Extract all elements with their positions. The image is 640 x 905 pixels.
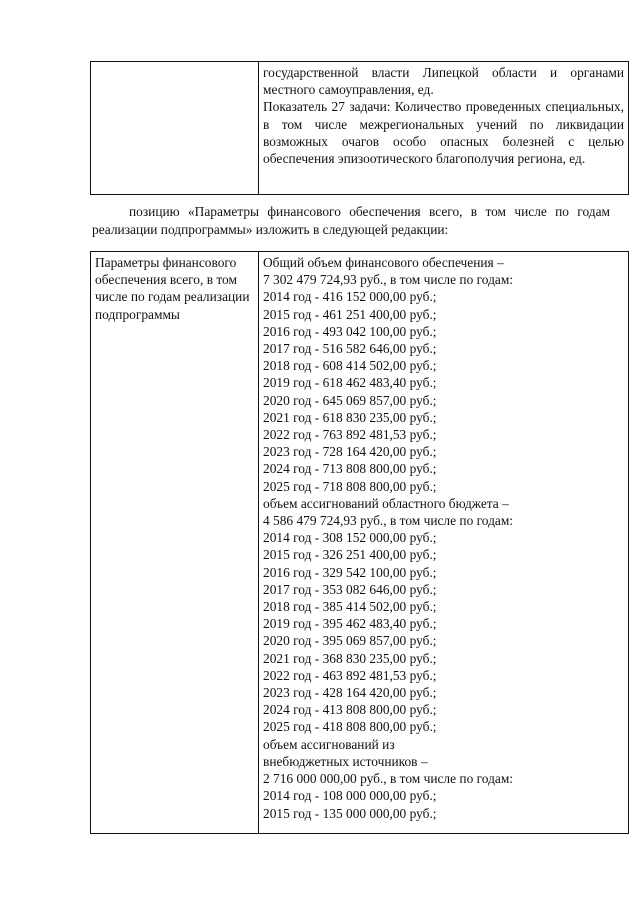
financing-line: 2022 год - 763 892 481,53 руб.;: [263, 427, 437, 443]
table-cell-indicators: [259, 62, 629, 195]
financing-line: 2020 год - 395 069 857,00 руб.;: [263, 633, 437, 649]
table-row: [91, 252, 629, 834]
financing-line: 2021 год - 618 830 235,00 руб.;: [263, 409, 437, 425]
financing-line: 2024 год - 713 808 800,00 руб.;: [263, 461, 437, 477]
financing-line: 2023 год - 428 164 420,00 руб.;: [263, 685, 437, 701]
indicator-text-continuation: государственной власти Липецкой области и органами местного самоуправления, ед.: [263, 65, 624, 98]
financing-line: 2017 год - 353 082 646,00 руб.;: [263, 581, 437, 597]
table-cell-empty: [91, 62, 259, 195]
financing-line: 2022 год - 463 892 481,53 руб.;: [263, 667, 437, 683]
financing-line: 2015 год - 461 251 400,00 руб.;: [263, 306, 437, 322]
financing-line: 2 716 000 000,00 руб., в том числе по годам:: [263, 771, 514, 787]
financing-line: 2024 год - 413 808 800,00 руб.;: [263, 702, 437, 718]
financing-line: 2025 год - 718 808 800,00 руб.;: [263, 478, 437, 494]
financing-line: 7 302 479 724,93 руб., в том числе по годам:: [263, 272, 514, 288]
financing-line: 2018 год - 385 414 502,00 руб.;: [263, 599, 437, 615]
financing-parameter-values: [259, 252, 629, 834]
financing-line: 2016 год - 493 042 100,00 руб.;: [263, 323, 437, 339]
financing-line: 2014 год - 108 000 000,00 руб.;: [263, 788, 437, 804]
financing-line: 2023 год - 728 164 420,00 руб.;: [263, 444, 437, 460]
financing-line: 2015 год - 135 000 000,00 руб.;: [263, 805, 437, 821]
indicators-table-fragment: [90, 61, 629, 195]
financing-line: 2018 год - 608 414 502,00 руб.;: [263, 358, 437, 374]
financing-line: объем ассигнований областного бюджета –: [263, 495, 509, 511]
financing-line: 2019 год - 395 462 483,40 руб.;: [263, 616, 437, 632]
financing-line: объем ассигнований из: [263, 736, 395, 752]
table-row: [91, 62, 629, 195]
financing-line: 2020 год - 645 069 857,00 руб.;: [263, 392, 437, 408]
indicator-27-text: Показатель 27 задачи: Количество проведенных специальных, в том числе межрегиональных учений по ликвидации возможных очагов особо опасных болезней с целью обеспечения эпизоотического благополучия региона, ед.: [263, 99, 624, 167]
financing-line: внебюджетных источников –: [263, 753, 428, 769]
financing-line: 2017 год - 516 582 646,00 руб.;: [263, 341, 437, 357]
financing-line: Общий объем финансового обеспечения –: [263, 255, 504, 270]
financing-line: 2016 год - 329 542 100,00 руб.;: [263, 564, 437, 580]
financing-line: 2014 год - 416 152 000,00 руб.;: [263, 289, 437, 305]
amendment-paragraph: позицию «Параметры финансового обеспечения всего, в том числе по годам реализации подпрограммы» изложить в следующей редакции:: [92, 204, 610, 237]
financing-line: 2019 год - 618 462 483,40 руб.;: [263, 375, 437, 391]
financing-line: 4 586 479 724,93 руб., в том числе по годам:: [263, 513, 514, 529]
financing-parameter-label: Параметры финансового обеспечения всего, в том числе по годам реализации подпрограммы: [91, 252, 259, 834]
financing-line: 2021 год - 368 830 235,00 руб.;: [263, 650, 437, 666]
financing-line: 2014 год - 308 152 000,00 руб.;: [263, 530, 437, 546]
financing-line: 2015 год - 326 251 400,00 руб.;: [263, 547, 437, 563]
financing-line: 2025 год - 418 808 800,00 руб.;: [263, 719, 437, 735]
financing-table: [90, 251, 629, 834]
